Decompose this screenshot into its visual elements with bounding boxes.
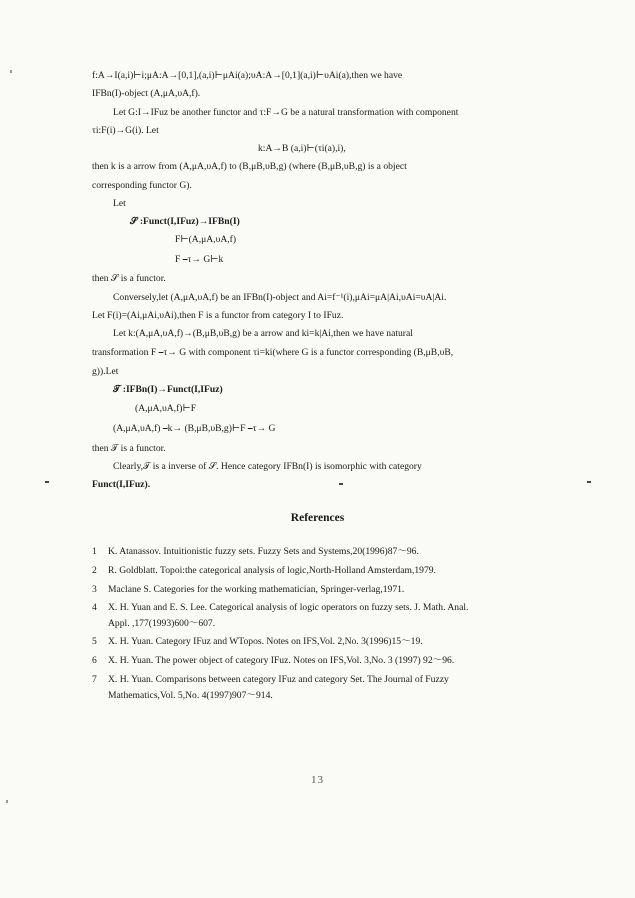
text-line: Conversely,let (A,μA,υA,f) be an IFBn(I)-object and Ai=f⁻¹(i),μAi=μA|Ai,υAi=υA|Ai.: [113, 292, 447, 303]
text-line: transformation F ⎯τ→ G with component τi=ki(where G is a functor corresponding (B,μB,υB,: [92, 347, 454, 358]
reference-number: 5: [92, 636, 97, 647]
formula-line: (A,μA,υA,f)⊢F: [135, 403, 197, 414]
scan-mark: [339, 483, 343, 485]
reference-number: 1: [92, 546, 97, 557]
formula-line: (A,μA,υA,f) ⎯k→ (B,μB,υB,g)⊢F ⎯τ→ G: [113, 423, 276, 434]
text-line: IFBn(I)-object (A,μA,υA,f).: [92, 88, 201, 99]
scan-mark: [45, 481, 49, 483]
formula-line: F⊢(A,μA,υA,f): [175, 234, 237, 245]
text-line: then k is a arrow from (A,μA,υA,f) to (B,μB,υB,g) (where (B,μB,υB,g) is a object: [92, 161, 407, 172]
reference-text: X. H. Yuan. The power object of category IFuz. Notes on IFS,Vol. 3,No. 3 (1997) 92～96.: [108, 655, 455, 666]
reference-text: R. Goldblatt. Topoi:the categorical analysis of logic,North-Holland Amsterdam,1979.: [108, 565, 436, 576]
reference-text: X. H. Yuan and E. S. Lee. Categorical analysis of logic operators on fuzzy sets. J. Math. Anal.: [108, 602, 469, 613]
text-line: Let F(i)=(Ai,μAi,υAi),then F is a functor from category I to IFuz.: [92, 310, 344, 321]
text-line: Let: [113, 198, 126, 209]
reference-text: K. Atanassov. Intuitionistic fuzzy sets. Fuzzy Sets and Systems,20(1996)87～96.: [108, 546, 419, 557]
reference-text: Mathematics,Vol. 5,No. 4(1997)907～914.: [108, 690, 273, 701]
reference-number: 7: [92, 674, 97, 685]
text-line: then 𝒯 is a functor.: [92, 443, 166, 454]
text-line: Let G:I→IFuz be another functor and τ:F→G be a natural transformation with component: [113, 107, 459, 118]
text-line: Let k:(A,μA,υA,f)→(B,μB,υB,g) be a arrow and ki=k|Ai,then we have natural: [113, 328, 413, 339]
text-line: τi:F(i)→G(i). Let: [92, 125, 159, 136]
scan-mark: [10, 70, 12, 73]
formula-line: k:A→B (a,i)⊢(τi(a),i),: [258, 143, 346, 154]
text-line: corresponding functor G).: [92, 180, 192, 191]
reference-text: X. H. Yuan. Category IFuz and WTopos. Notes on IFS,Vol. 2,No. 3(1996)15～19.: [108, 636, 423, 647]
reference-text: X. H. Yuan. Comparisons between category IFuz and category Set. The Journal of Fuzzy: [108, 674, 449, 685]
scan-mark: [6, 800, 8, 803]
reference-text: Appl. ,177(1993)600～607.: [108, 618, 216, 629]
scan-mark: [587, 481, 591, 483]
formula-line: 𝒮 :Funct(I,IFuz)→IFBn(I): [130, 216, 240, 227]
reference-number: 6: [92, 655, 97, 666]
text-line: f:A→I(a,i)⊢i;μA:A→[0,1],(a,i)⊢μAi(a);υA:A→[0,1](a,i)⊢υAi(a),then we have: [92, 70, 403, 81]
text-line: g)).Let: [92, 366, 119, 377]
formula-line: F ⎯τ→ G⊢k: [175, 254, 224, 265]
reference-text: Maclane S. Categories for the working mathematician, Springer-verlag,1971.: [108, 584, 405, 595]
reference-number: 4: [92, 602, 97, 613]
text-line: Funct(I,IFuz).: [92, 479, 151, 490]
page-number: 13: [311, 774, 324, 786]
text-line: Clearly,𝒯 is a inverse of 𝒮. Hence category IFBn(I) is isomorphic with category: [113, 461, 422, 472]
text-line: then 𝒮 is a functor.: [92, 273, 166, 284]
references-heading: References: [290, 512, 345, 524]
reference-number: 2: [92, 565, 97, 576]
reference-number: 3: [92, 584, 97, 595]
formula-line: 𝒯 :IFBn(I)→Funct(I,IFuz): [113, 384, 223, 395]
